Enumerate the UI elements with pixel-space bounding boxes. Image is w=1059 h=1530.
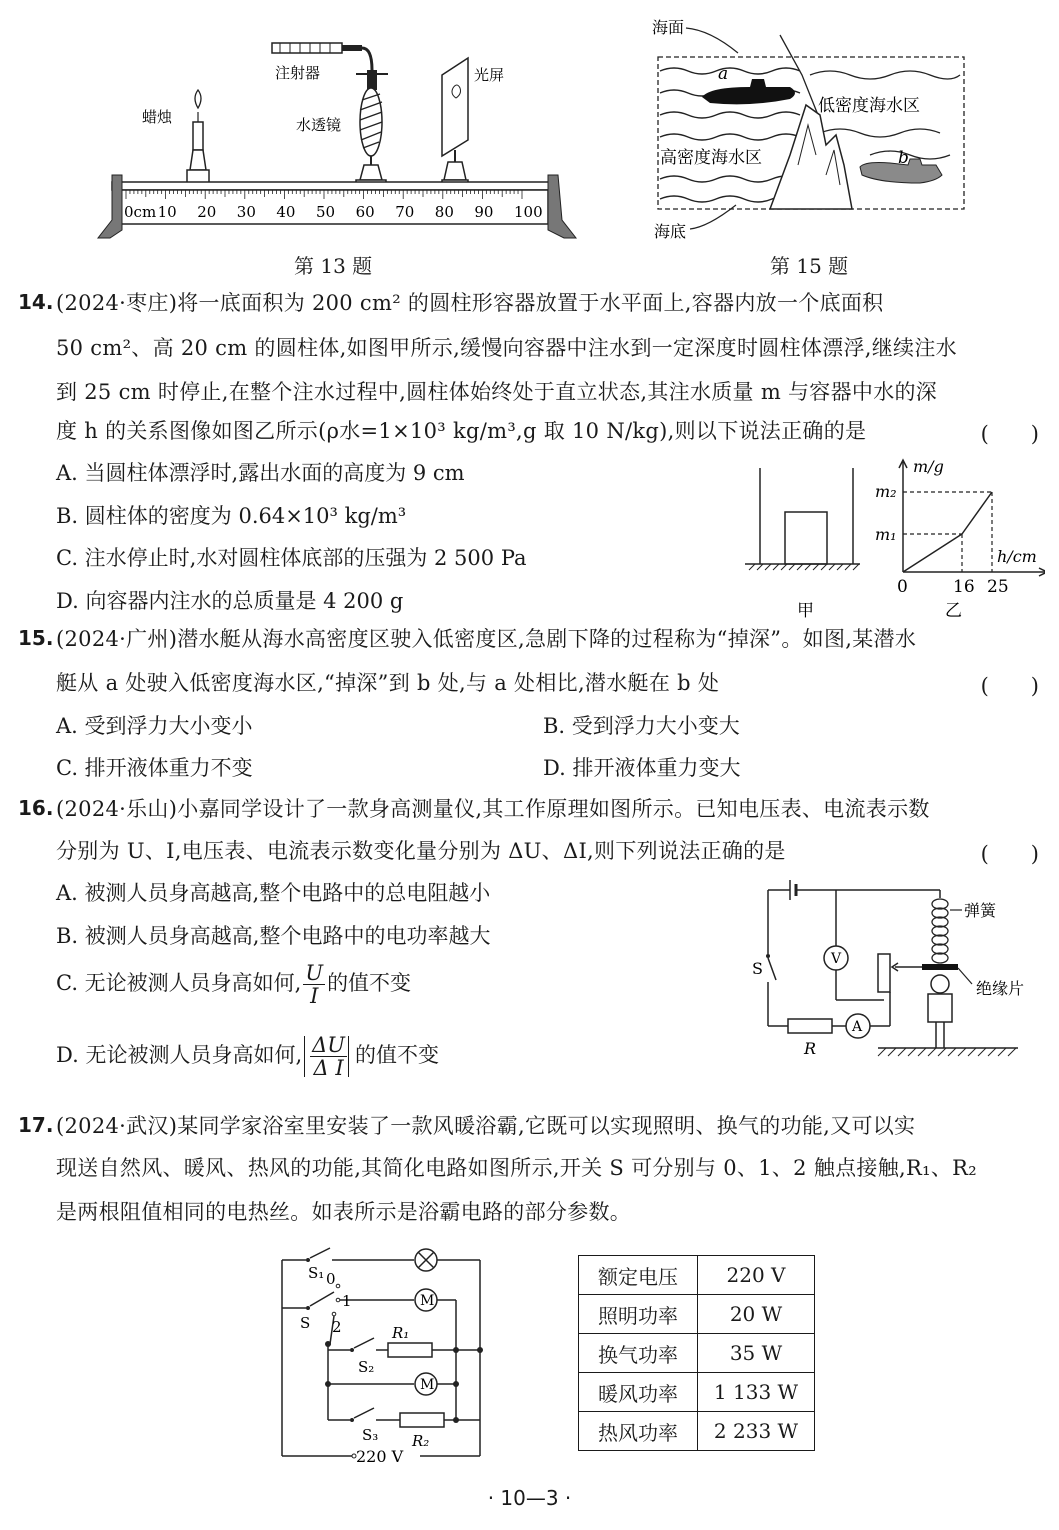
motor-2-symbol: M	[420, 1377, 435, 1393]
q16-option-c-suffix: 的值不变	[327, 971, 412, 995]
label-contact-1: 1	[342, 1292, 352, 1310]
label-s2: S₂	[358, 1358, 375, 1376]
q16-figure	[750, 870, 1050, 1070]
label-insulator: 绝缘片	[976, 979, 1025, 998]
figure-jia-label: 甲	[797, 601, 814, 621]
q14-option-d: D. 向容器内注水的总质量是 4 200 g	[56, 589, 404, 613]
q14-option-a: A. 当圆柱体漂浮时,露出水面的高度为 9 cm	[56, 461, 465, 485]
label-a: a	[718, 64, 729, 84]
q16-answer-paren: ( )	[980, 842, 1039, 866]
label-s: S	[300, 1314, 311, 1332]
label-sea-surface: 海面	[652, 18, 685, 37]
label-sea-floor: 海底	[654, 222, 687, 241]
ruler-tick-label: 100	[514, 203, 543, 221]
fraction-numerator: ΔU	[312, 1033, 345, 1057]
table-cell-value: 35 W	[698, 1334, 815, 1373]
q14-line-3: 到 25 cm 时停止,在整个注水过程中,圆柱体始终处于直立状态,其注水质量 m 与容器中水的深	[56, 380, 938, 404]
q15-option-d: D. 排开液体重力变大	[543, 756, 741, 780]
q16-option-c-prefix: C. 无论被测人员身高如何,	[56, 971, 302, 995]
figure-15-caption: 第 15 题	[770, 254, 849, 278]
graph-m1: m₁	[875, 525, 897, 544]
graph-x16: 16	[953, 577, 975, 597]
q16-number: 16.	[18, 796, 54, 820]
ruler-tick-label: 70	[395, 203, 415, 221]
table-row	[579, 1256, 815, 1295]
q17-parameter-table	[578, 1255, 815, 1451]
table-row	[579, 1412, 815, 1451]
label-s1: S₁	[308, 1264, 325, 1282]
q15-number: 15.	[18, 626, 54, 650]
table-cell-value: 220 V	[698, 1256, 815, 1295]
figure-13-caption: 第 13 题	[294, 254, 373, 278]
q15-option-a: A. 受到浮力大小变小	[56, 714, 253, 738]
ruler-tick-label: 30	[236, 203, 256, 221]
table-cell-value: 1 133 W	[698, 1373, 815, 1412]
label-contact-0: 0	[326, 1270, 336, 1288]
ruler-tick-label: 40	[276, 203, 296, 221]
q16-option-d	[56, 1034, 439, 1079]
ruler-tick-label: 0cm	[124, 203, 157, 221]
q14-option-c: C. 注水停止时,水对圆柱体底部的压强为 2 500 Pa	[56, 546, 527, 570]
label-r2: R₂	[412, 1432, 430, 1450]
q15-answer-paren: ( )	[980, 674, 1039, 698]
q15-option-c: C. 排开液体重力不变	[56, 756, 253, 780]
q17-line-2: 现送自然风、暖风、热风的功能,其简化电路如图所示,开关 S 可分别与 0、1、2 触点接触,R₁、R₂	[56, 1156, 977, 1180]
fraction-abs-delta-u-over-delta-i	[304, 1034, 353, 1079]
label-syringe: 注射器	[275, 64, 321, 82]
ruler-tick-label: 60	[355, 203, 375, 221]
graph-xlabel: h/cm	[997, 547, 1037, 566]
q14-option-b: B. 圆柱体的密度为 0.64×10³ kg/m³	[56, 504, 407, 528]
q16-option-d-prefix: D. 无论被测人员身高如何,	[56, 1043, 303, 1067]
fraction-numerator: U	[305, 961, 324, 985]
bath-heater-circuit	[270, 1240, 510, 1475]
table-cell-value: 2 233 W	[698, 1412, 815, 1451]
fraction-denominator: Δ I	[313, 1056, 344, 1080]
label-s3: S₃	[362, 1426, 379, 1444]
figure-13	[90, 30, 590, 250]
fraction-u-over-i	[303, 962, 325, 1007]
ammeter-symbol: A	[852, 1019, 863, 1035]
label-high-density: 高密度海水区	[660, 148, 762, 168]
graph-x25: 25	[987, 577, 1009, 597]
label-switch: S	[752, 959, 763, 978]
q17-line-3: 是两根阻值相同的电热丝。如表所示是浴霸电路的部分参数。	[56, 1200, 632, 1224]
q17-line-1: (2024·武汉)某同学家浴室里安装了一款风暖浴霸,它既可以实现照明、换气的功能,又可以实	[56, 1114, 916, 1138]
q16-line-1: (2024·乐山)小嘉同学设计了一款身高测量仪,其工作原理如图所示。已知电压表、电流表示数	[56, 797, 930, 821]
q15-line-1: (2024·广州)潜水艇从海水高密度区驶入低密度区,急剧下降的过程称为“掉深”。如图,某潜水	[56, 627, 917, 651]
label-b: b	[898, 148, 909, 168]
q14-line-1: (2024·枣庄)将一底面积为 200 cm² 的圆柱形容器放置于水平面上,容器内放一个底面积	[56, 291, 884, 315]
label-voltage: 220 V	[356, 1447, 404, 1466]
label-candle: 蜡烛	[142, 108, 173, 126]
q17-number: 17.	[18, 1113, 54, 1137]
q17-circuit	[270, 1240, 510, 1475]
figure-15	[640, 15, 980, 245]
graph-ylabel: m/g	[913, 457, 944, 476]
q16-option-d-suffix: 的值不变	[355, 1043, 439, 1067]
optical-bench-diagram	[90, 30, 590, 250]
table-cell-label: 额定电压	[579, 1256, 698, 1295]
figure-yi-label: 乙	[945, 601, 962, 621]
parameters-table	[578, 1255, 815, 1451]
table-cell-label: 换气功率	[579, 1334, 698, 1373]
table-row	[579, 1334, 815, 1373]
ruler-tick-label: 20	[197, 203, 217, 221]
submarine-diagram	[640, 15, 980, 245]
q16-option-a: A. 被测人员身高越高,整个电路中的总电阻越小	[56, 881, 491, 905]
q16-option-b: B. 被测人员身高越高,整个电路中的电功率越大	[56, 924, 491, 948]
abs-bar-left	[304, 1036, 309, 1077]
q14-line-2: 50 cm²、高 20 cm 的圆柱体,如图甲所示,缓慢向容器中注水到一定深度时圆柱体漂浮,继续注水	[56, 336, 957, 360]
ruler-tick-label: 50	[316, 203, 336, 221]
table-row	[579, 1295, 815, 1334]
table-cell-value: 20 W	[698, 1295, 815, 1334]
table-cell-label: 热风功率	[579, 1412, 698, 1451]
q14-answer-paren: ( )	[980, 422, 1039, 446]
graph-m2: m₂	[875, 482, 897, 501]
table-row	[579, 1373, 815, 1412]
q16-line-2: 分别为 U、I,电压表、电流表示数变化量分别为 ΔU、ΔI,则下列说法正确的是	[56, 839, 786, 863]
q14-number: 14.	[18, 290, 54, 314]
label-resistor: R	[804, 1039, 817, 1058]
q15-option-b: B. 受到浮力大小变大	[543, 714, 740, 738]
ruler-tick-label: 90	[474, 203, 494, 221]
label-water-lens: 水透镜	[296, 116, 342, 134]
graph-x0: 0	[897, 577, 908, 597]
label-r1: R₁	[392, 1324, 410, 1342]
height-meter-circuit	[750, 870, 1050, 1070]
motor-1-symbol: M	[420, 1293, 435, 1309]
abs-bar-right	[348, 1036, 353, 1077]
label-low-density: 低密度海水区	[818, 96, 920, 116]
q14-line-4: 度 h 的关系图像如图乙所示(ρ水=1×10³ kg/m³,g 取 10 N/kg),则以下说法正确的是	[56, 419, 867, 443]
page-number: · 10—3 ·	[487, 1486, 572, 1510]
fraction-denominator: I	[310, 984, 319, 1008]
table-cell-label: 暖风功率	[579, 1373, 698, 1412]
table-cell-label: 照明功率	[579, 1295, 698, 1334]
q14-figure	[735, 450, 1045, 630]
ruler-tick-label: 10	[157, 203, 177, 221]
label-screen: 光屏	[474, 66, 505, 84]
label-spring: 弹簧	[964, 901, 997, 920]
ruler-tick-label: 80	[434, 203, 454, 221]
q14-container-and-graph	[735, 450, 1045, 630]
voltmeter-symbol: V	[831, 951, 842, 967]
q16-option-c	[56, 962, 411, 1007]
q15-line-2: 艇从 a 处驶入低密度海水区,“掉深”到 b 处,与 a 处相比,潜水艇在 b 处	[56, 671, 720, 695]
label-contact-2: 2	[332, 1318, 342, 1336]
